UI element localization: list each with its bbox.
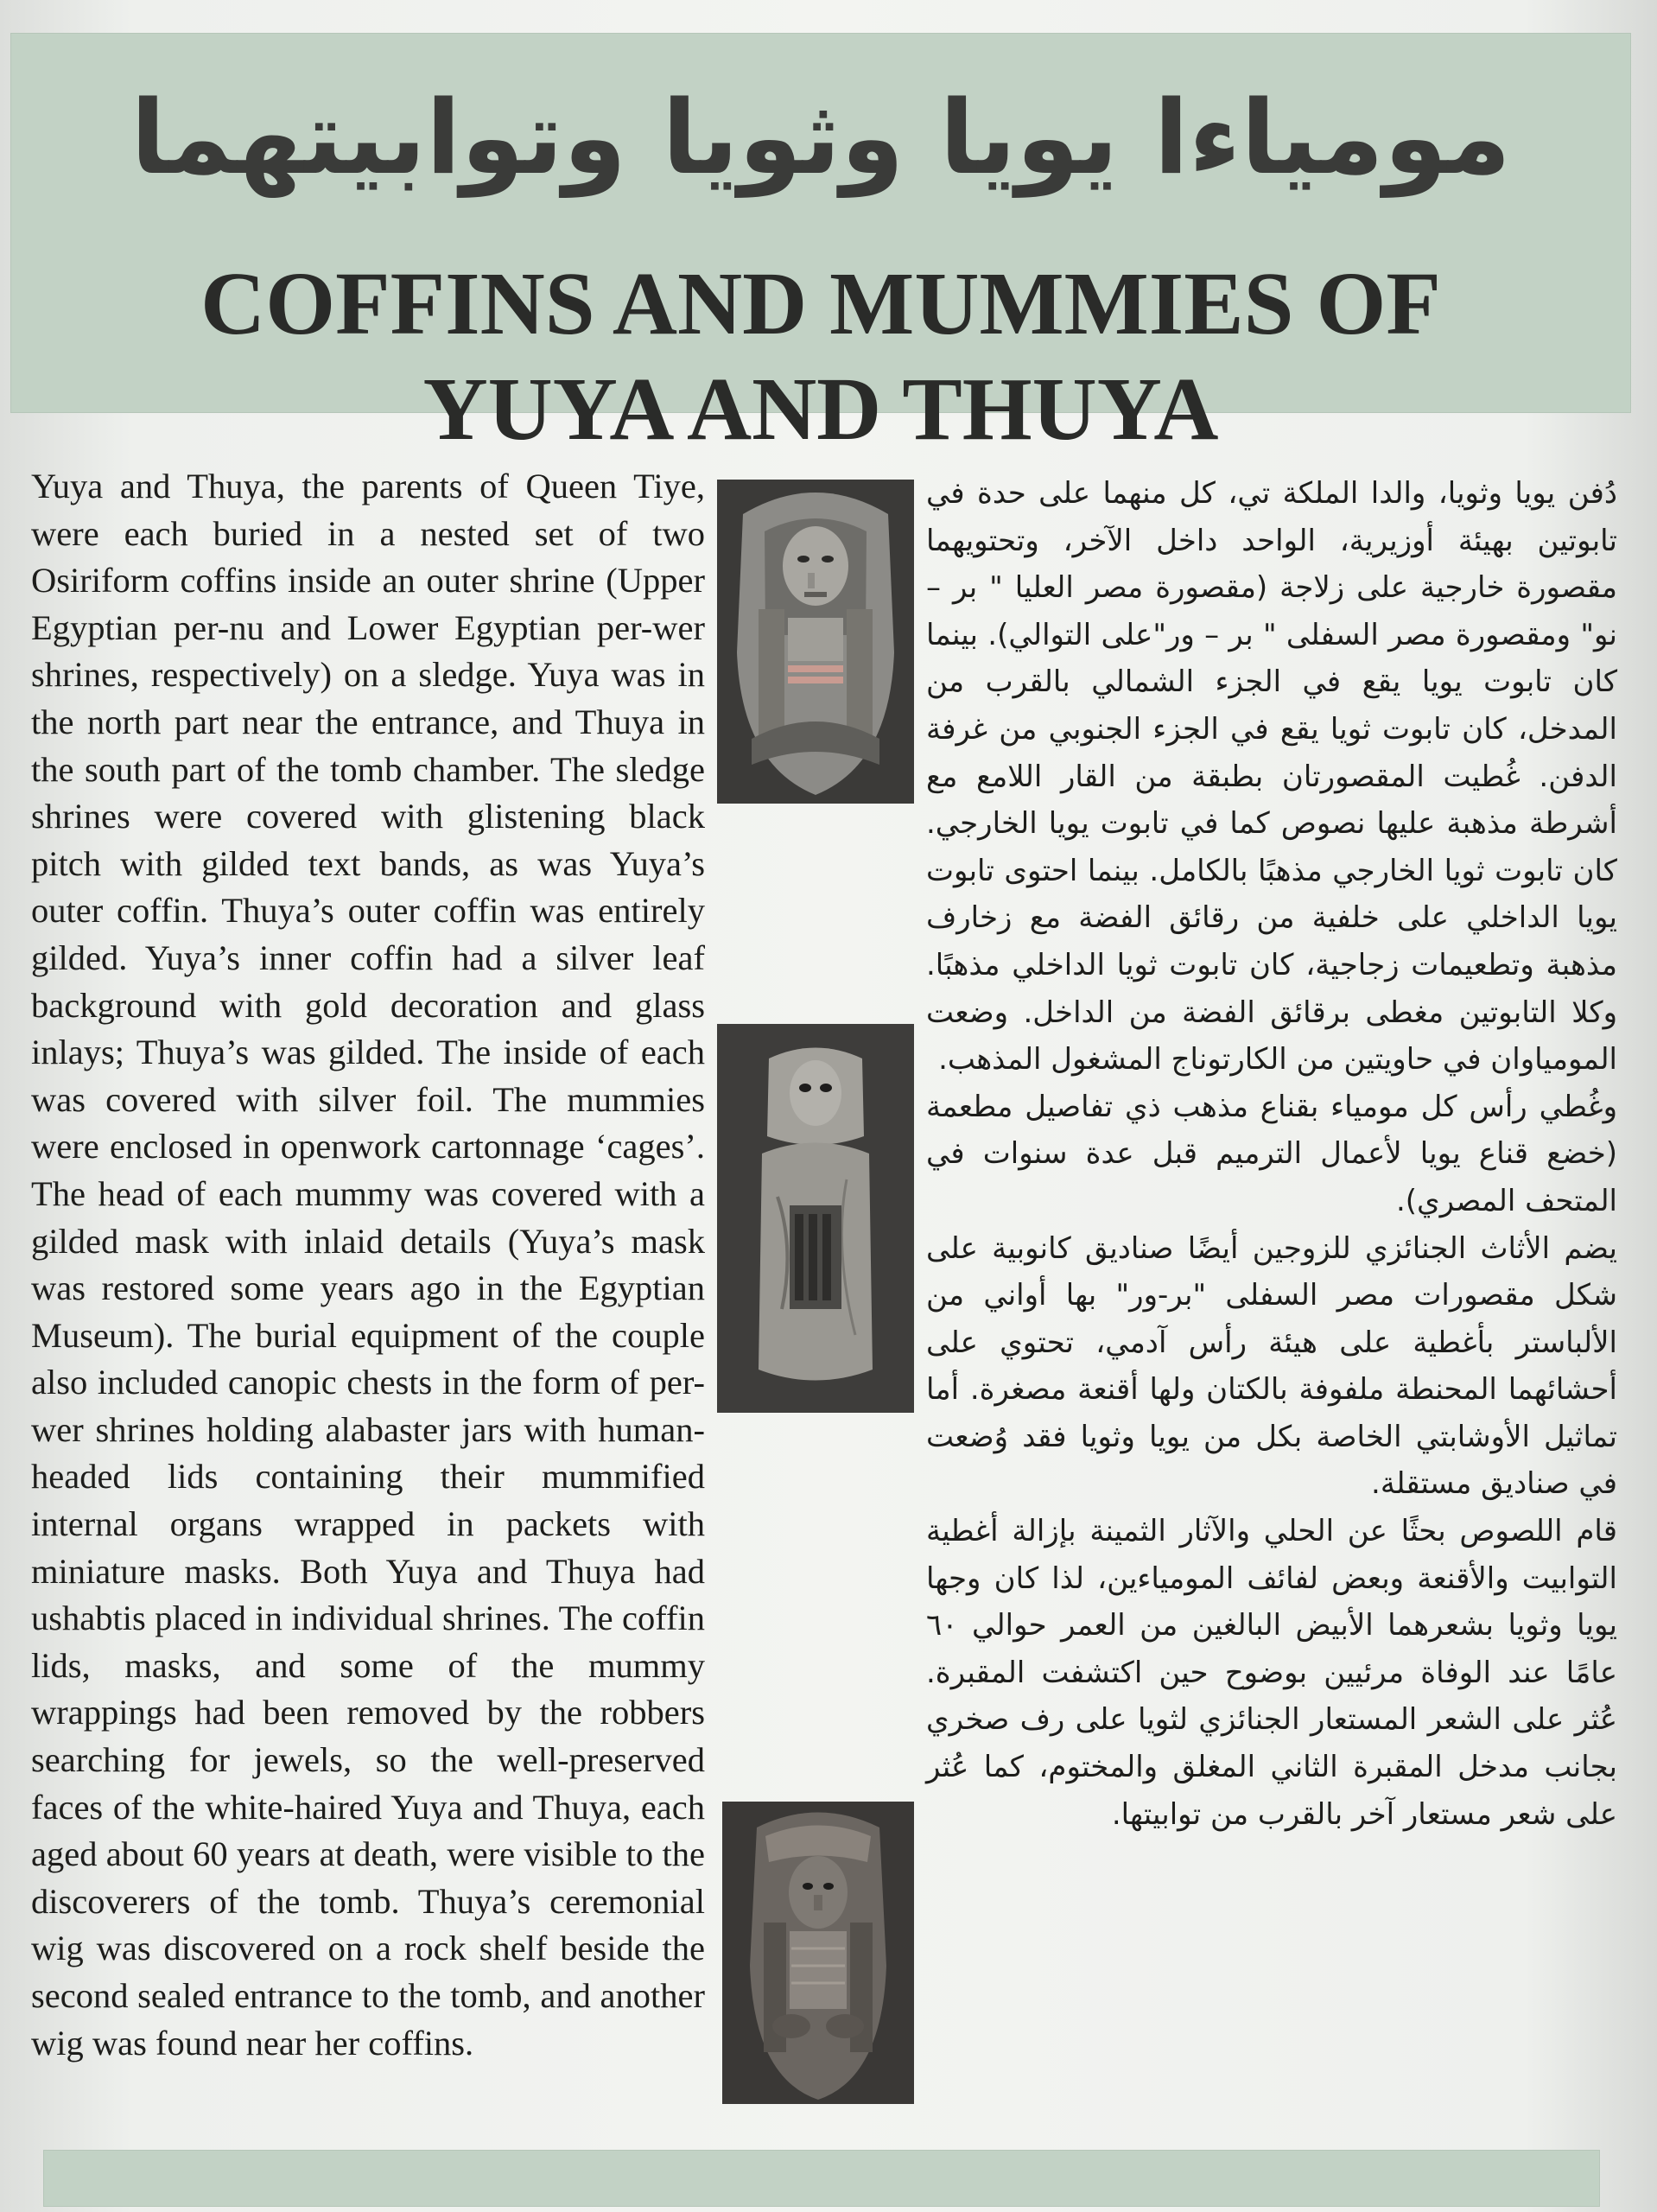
arabic-title: مومياءا يويا وثويا وتوابيتهما xyxy=(130,78,1511,197)
coffin-lid-illustration xyxy=(717,480,914,804)
arabic-paragraph-4: قام اللصوص بحثًا عن الحلي والآثار الثمينة بإزالة أغطية التوابيت والأقنعة وبعض لفائف المومياءين، لذا كان وجها يويا وثويا بشعرهما الأبيض البالغين من العمر حوالي ٦٠ عامًا عند الوفاة مرئيين بوضوح حين اكتشفت المقبرة. عُثر على الشعر المستعار الجنائزي لثويا على رف صخري بجانب مدخل المقبرة الثاني المغلق والمختوم، كما عُثر على شعر مستعار آخر بالقرب من توابيتها. xyxy=(926,1514,1617,1832)
arabic-paragraph-2: وغُطي رأس كل مومياء بقناع مذهب ذي تفاصيل مطعمة (خضع قناع يويا لأعمال الترميم قبل عدة سنوات في المتحف المصري). xyxy=(926,1089,1617,1218)
yuya-coffin-photo xyxy=(717,480,914,804)
english-title-line-2: YUYA AND THUYA xyxy=(422,359,1219,459)
arabic-paragraph-3: يضم الأثاث الجنائزي للزوجين أيضًا صناديق كانوبية على شكل مقصورات مصر السفلى "بر-ور" بها أواني من الألباستر بأغطية على هيئة رأس آدمي، تحتوي على أحشائهما المحنطة ملفوفة بالكتان ولها أقنعة مصغرة. أما تماثيل الأوشابتي الخاصة بكل من يويا وثويا فقد وُضعت في صناديق مستقلة. xyxy=(926,1230,1617,1502)
coffin-lid-illustration-2 xyxy=(722,1802,914,2104)
thuya-coffin-photo xyxy=(722,1802,914,2104)
canopic-jar-photo xyxy=(717,1024,914,1413)
english-title xyxy=(11,251,1630,462)
arabic-paragraph-1: دُفن يويا وثويا، والدا الملكة تي، كل منهما على حدة في تابوتين بهيئة أوزيرية، الواحد داخل الآخر، وتحتويهما مقصورة خارجية على زلاجة (مقصورة مصر العليا " بر – نو" ومقصورة مصر السفلى " بر – ور"على التوالي). بينما كان تابوت يويا يقع في الجزء الشمالي بالقرب من المدخل، كان تابوت ثويا يقع في الجزء الجنوبي من غرفة الدفن. غُطيت المقصورتان بطبقة من القار اللامع مع أشرطة مذهبة عليها نصوص كما في تابوت يويا الخارجي. كان تابوت ثويا الخارجي مذهبًا بالكامل. بينما احتوى تابوت يويا الداخلي على خلفية من رقائق الفضة مع زخارف مذهبة وتطعيمات زجاجية، كان تابوت ثويا الداخلي مذهبًا. وكلا التابوتين مغطى برقائق الفضة من الداخل. وضعت المومياوان في حاويتين من الكارتوناج المشغول المذهب. xyxy=(926,476,1617,1077)
english-paragraph: Yuya and Thuya, the parents of Queen Tiye, were each buried in a nested set of two Osiriform coffins inside an outer shrine (Upper Egyptian per-nu and Lower Egyptian per-wer shrines, respectively) on a sledge. Yuya was in the north part near the entrance, and Thuya in the south part of the tomb chamber. The sledge shrines were covered with glistening black pitch with gilded text bands, as was Yuya’s outer coffin. Thuya’s outer coffin was entirely gilded. Yuya’s inner coffin had a silver leaf background with gold decoration and glass inlays; Thuya’s was gilded. The inside of each was covered with silver foil. The mummies were enclosed in openwork cartonnage ‘cages’. The head of each mummy was covered with a gilded mask with inlaid details (Yuya’s mask was restored some years ago in the Egyptian Museum). The burial equipment of the couple also included canopic chests in the form of per-wer shrines holding alabaster jars with human-headed lids containing their mummified internal organs wrapped in packets with miniature masks. Both Yuya and Thuya had ushabtis placed in individual shrines. The coffin lids, masks, and some of the mummy wrappings had been removed by the robbers searching for jewels, so the well-preserved faces of the white-haired Yuya and Thuya, each aged about 60 years at death, were visible to the discoverers of the tomb. Thuya’s ceremonial wig was discovered on a rock shelf beside the second sealed entrance to the tomb, and another wig was found near her coffins. xyxy=(31,467,705,2063)
title-banner xyxy=(10,33,1631,459)
arabic-text-column xyxy=(926,470,1617,1838)
canopic-jar-illustration xyxy=(717,1024,914,1413)
english-text-column xyxy=(31,463,705,2067)
english-title-line-1: COFFINS AND MUMMIES OF xyxy=(200,254,1441,353)
footer-band xyxy=(43,2150,1600,2207)
